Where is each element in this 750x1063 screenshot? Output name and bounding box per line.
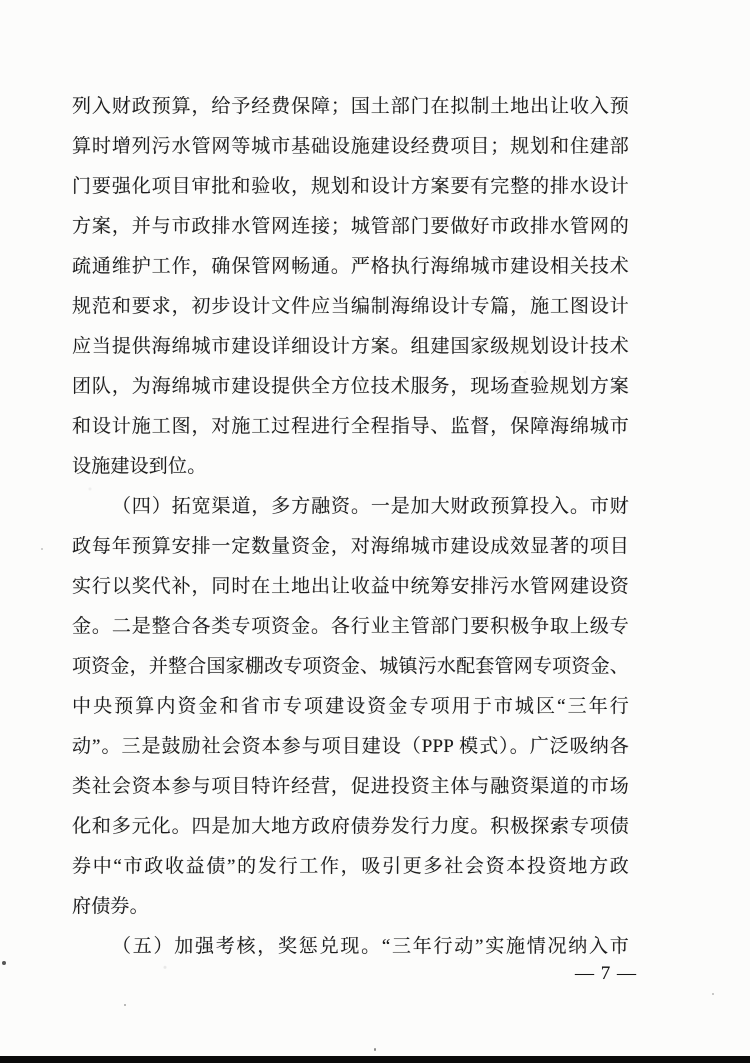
scan-speck	[2, 961, 6, 965]
text-line: （五）加强考核，奖惩兑现。“三年行动”实施情况纳入市	[112, 936, 629, 957]
scan-speck	[712, 993, 714, 995]
text-line: 政每年预算安排一定数量资金，对海绵城市建设成效显著的项目	[72, 536, 629, 557]
paragraph-2	[72, 487, 629, 927]
text-line: 列入财政预算，给予经费保障；国土部门在拟制土地出让收入预	[72, 96, 629, 117]
text-line: 方案，并与市政排水管网连接；城管部门要做好市政排水管网的	[72, 216, 629, 237]
text-line: 规范和要求，初步设计文件应当编制海绵设计专篇，施工图设计	[72, 296, 629, 317]
text-line: 团队，为海绵城市建设提供全方位技术服务，现场查验规划方案	[72, 376, 629, 397]
paragraph-3	[72, 927, 629, 967]
scan-speck	[374, 1048, 376, 1051]
text-line: 应当提供海绵城市建设详细设计方案。组建国家级规划设计技术	[72, 336, 629, 357]
text-line: 动”。三是鼓励社会资本参与项目建设（PPP 模式）。广泛吸纳各	[72, 736, 629, 757]
paragraph-1	[72, 87, 629, 487]
text-line: 门要强化项目审批和验收，规划和设计方案要有完整的排水设计	[72, 176, 629, 197]
text-line: （四）拓宽渠道，多方融资。一是加大财政预算投入。市财	[112, 496, 629, 517]
text-line: 实行以奖代补，同时在土地出让收益中统筹安排污水管网建设资	[72, 576, 629, 597]
text-line: 券中“市政收益债”的发行工作，吸引更多社会资本投资地方政	[72, 856, 629, 877]
text-line: 疏通维护工作，确保管网畅通。严格执行海绵城市建设相关技术	[72, 256, 629, 277]
scan-speck	[41, 548, 43, 550]
scanner-edge-artifact	[0, 1056, 750, 1063]
text-line: 府债券。	[72, 896, 149, 917]
text-line: 和设计施工图，对施工过程进行全程指导、监督，保障海绵城市	[72, 416, 629, 437]
text-line: 金。二是整合各类专项资金。各行业主管部门要积极争取上级专	[72, 616, 629, 637]
document-body	[72, 87, 629, 967]
scan-speck	[124, 1004, 126, 1006]
page-number: — 7 —	[575, 963, 637, 984]
text-line: 算时增列污水管网等城市基础设施建设经费项目；规划和住建部	[72, 136, 629, 157]
text-line: 类社会资本参与项目特许经营，促进投资主体与融资渠道的市场	[72, 776, 629, 797]
text-line: 中央预算内资金和省市专项建设资金专项用于市城区“三年行	[72, 696, 629, 717]
text-line: 化和多元化。四是加大地方政府债券发行力度。积极探索专项债	[72, 816, 629, 837]
text-line: 项资金，并整合国家棚改专项资金、城镇污水配套管网专项资金、	[72, 656, 629, 677]
text-line: 设施建设到位。	[72, 456, 207, 477]
